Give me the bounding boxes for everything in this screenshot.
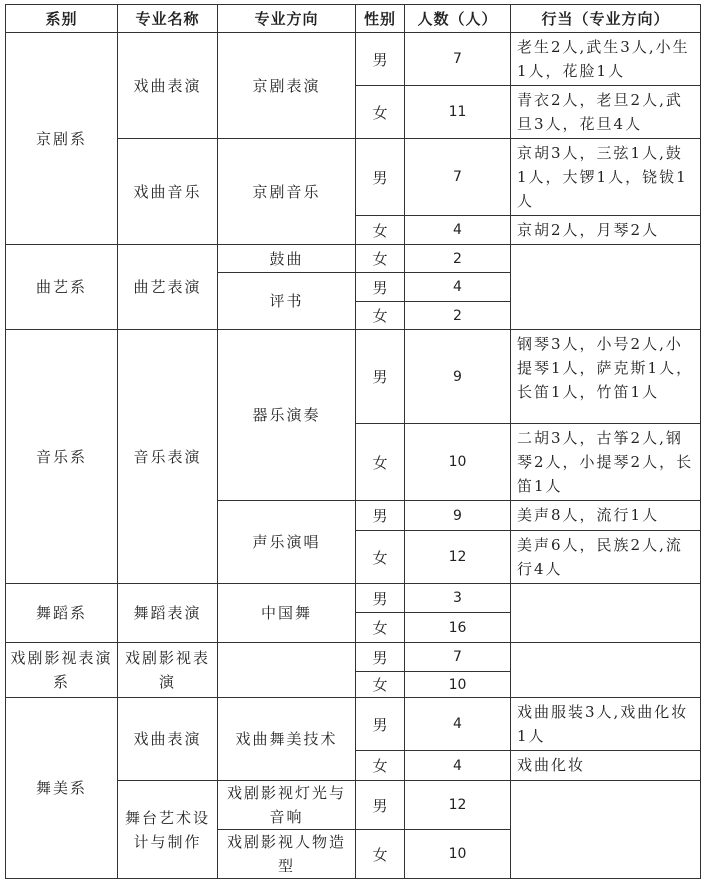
- count-cell: 7: [405, 643, 511, 672]
- count-cell: 10: [405, 672, 511, 698]
- role-cell: 青衣2人，老旦2人,武旦3人，花旦4人: [511, 86, 701, 139]
- role-cell: 美声8人，流行1人: [511, 501, 701, 531]
- count-cell: 4: [405, 273, 511, 302]
- dept-cell: 音乐系: [6, 330, 118, 584]
- table-row: [6, 698, 701, 751]
- header-major: 专业名称: [118, 5, 218, 33]
- direction-cell: 器乐演奏: [218, 330, 356, 501]
- gender-cell: 男: [356, 330, 405, 424]
- count-cell: 2: [405, 245, 511, 273]
- role-cell-empty: [511, 584, 701, 643]
- count-cell: 3: [405, 584, 511, 613]
- direction-cell: 评书: [218, 273, 356, 330]
- direction-cell: 京剧表演: [218, 33, 356, 139]
- role-cell: 京胡2人，月琴2人: [511, 216, 701, 245]
- major-cell: 戏曲表演: [118, 698, 218, 781]
- role-cell: 戏曲化妆: [511, 751, 701, 781]
- dept-cell: 曲艺系: [6, 245, 118, 330]
- role-cell-empty: [511, 643, 701, 698]
- direction-cell: 戏曲舞美技术: [218, 698, 356, 781]
- role-cell: 戏曲服装3人,戏曲化妆1人: [511, 698, 701, 751]
- count-cell: 7: [405, 33, 511, 86]
- table-row: [6, 33, 701, 86]
- major-cell: 舞蹈表演: [118, 584, 218, 643]
- direction-cell: 戏剧影视灯光与音响: [218, 781, 356, 830]
- gender-cell: 女: [356, 613, 405, 643]
- major-cell: 戏曲表演: [118, 33, 218, 139]
- dept-cell: 京剧系: [6, 33, 118, 245]
- table-row: [6, 245, 701, 273]
- gender-cell: 女: [356, 86, 405, 139]
- count-cell: 10: [405, 424, 511, 501]
- header-gender: 性别: [356, 5, 405, 33]
- gender-cell: 男: [356, 584, 405, 613]
- gender-cell: 男: [356, 698, 405, 751]
- table-row: [6, 584, 701, 613]
- count-cell: 4: [405, 698, 511, 751]
- count-cell: 4: [405, 751, 511, 781]
- count-cell: 9: [405, 330, 511, 424]
- major-cell: 戏曲音乐: [118, 139, 218, 245]
- major-cell: 曲艺表演: [118, 245, 218, 330]
- major-cell: 音乐表演: [118, 330, 218, 584]
- direction-cell: 中国舞: [218, 584, 356, 643]
- gender-cell: 女: [356, 245, 405, 273]
- direction-cell: 戏剧影视人物造型: [218, 830, 356, 879]
- table-row: [6, 643, 701, 672]
- direction-cell-empty: [218, 643, 356, 698]
- gender-cell: 女: [356, 424, 405, 501]
- gender-cell: 男: [356, 33, 405, 86]
- role-cell: 钢琴3人，小号2人,小提琴1人，萨克斯1人，长笛1人，竹笛1人: [511, 330, 701, 424]
- role-cell: 老生2人,武生3人,小生1人，花脸1人: [511, 33, 701, 86]
- count-cell: 9: [405, 501, 511, 531]
- table-row: [6, 330, 701, 424]
- gender-cell: 男: [356, 643, 405, 672]
- header-dept: 系别: [6, 5, 118, 33]
- dept-cell: 舞蹈系: [6, 584, 118, 643]
- count-cell: 2: [405, 302, 511, 330]
- direction-cell: 京剧音乐: [218, 139, 356, 245]
- count-cell: 12: [405, 781, 511, 830]
- count-cell: 16: [405, 613, 511, 643]
- header-row: [6, 5, 701, 33]
- role-cell: 二胡3人，古筝2人,钢琴2人，小提琴2人，长笛1人: [511, 424, 701, 501]
- gender-cell: 女: [356, 302, 405, 330]
- gender-cell: 男: [356, 501, 405, 531]
- count-cell: 4: [405, 216, 511, 245]
- count-cell: 12: [405, 531, 511, 584]
- gender-cell: 女: [356, 531, 405, 584]
- enrollment-table: [5, 4, 701, 879]
- header-count: 人数（人）: [405, 5, 511, 33]
- role-cell-empty: [511, 781, 701, 879]
- count-cell: 10: [405, 830, 511, 879]
- role-cell: 美声6人，民族2人,流行4人: [511, 531, 701, 584]
- header-role: 行当（专业方向）: [511, 5, 701, 33]
- major-cell: 戏剧影视表演: [118, 643, 218, 698]
- gender-cell: 女: [356, 672, 405, 698]
- dept-cell: 戏剧影视表演系: [6, 643, 118, 698]
- major-cell: 舞台艺术设计与制作: [118, 781, 218, 879]
- gender-cell: 男: [356, 139, 405, 216]
- gender-cell: 男: [356, 273, 405, 302]
- gender-cell: 女: [356, 751, 405, 781]
- count-cell: 11: [405, 86, 511, 139]
- direction-cell: 声乐演唱: [218, 501, 356, 584]
- gender-cell: 男: [356, 781, 405, 830]
- gender-cell: 女: [356, 216, 405, 245]
- count-cell: 7: [405, 139, 511, 216]
- dept-cell: 舞美系: [6, 698, 118, 879]
- direction-cell: 鼓曲: [218, 245, 356, 273]
- header-direction: 专业方向: [218, 5, 356, 33]
- gender-cell: 女: [356, 830, 405, 879]
- role-cell-empty: [511, 245, 701, 330]
- role-cell: 京胡3人，三弦1人,鼓1人，大锣1人，铙钹1人: [511, 139, 701, 216]
